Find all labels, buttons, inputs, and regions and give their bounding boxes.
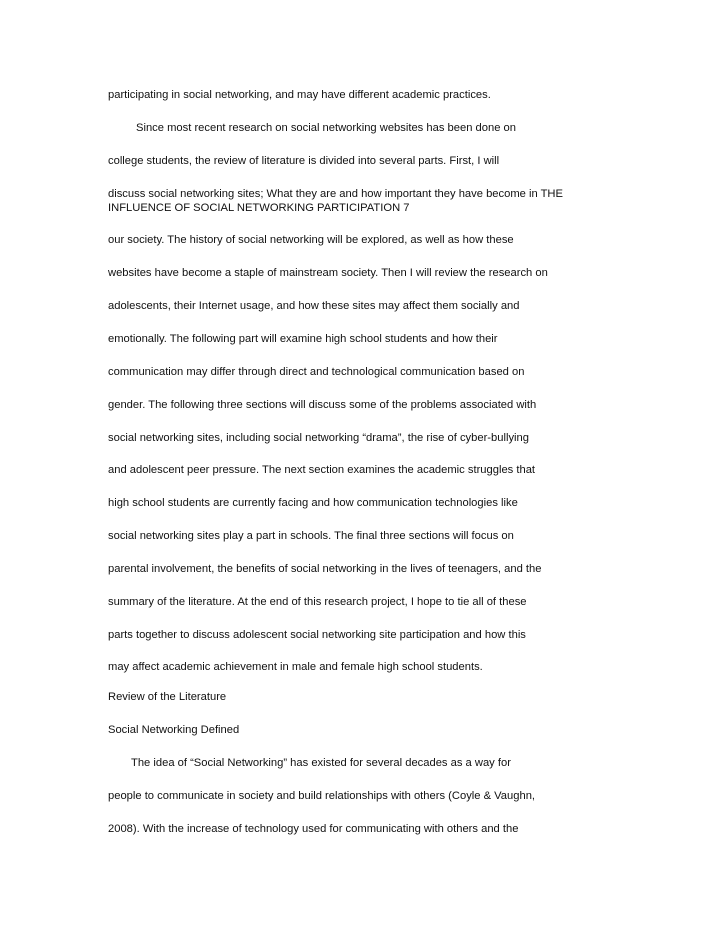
body-line: gender. The following three sections will discuss some of the problems associated with — [108, 399, 537, 411]
body-line: people to communicate in society and build relationships with others (Coyle & Vaughn, — [108, 790, 536, 802]
subsection-heading: Social Networking Defined — [108, 724, 240, 736]
body-line: social networking sites, including social networking “drama”, the rise of cyber-bullying — [108, 432, 529, 444]
body-line: and adolescent peer pressure. The next section examines the academic struggles that — [108, 464, 536, 476]
section-heading: Review of the Literature — [108, 691, 227, 703]
body-line: high school students are currently facing and how communication technologies like — [108, 497, 518, 509]
body-line: websites have become a staple of mainstream society. Then I will review the research on — [108, 267, 548, 279]
body-line: The idea of “Social Networking” has existed for several decades as a way for — [131, 757, 511, 769]
body-line: Since most recent research on social networking websites has been done on — [136, 122, 516, 134]
body-line: college students, the review of literature is divided into several parts. First, I will — [108, 155, 500, 167]
body-line: parts together to discuss adolescent social networking site participation and how this — [108, 629, 526, 641]
body-line: summary of the literature. At the end of this research project, I hope to tie all of these — [108, 596, 527, 608]
body-line: adolescents, their Internet usage, and how these sites may affect them socially and — [108, 300, 520, 312]
body-line: participating in social networking, and may have different academic practices. — [108, 89, 491, 101]
body-line: may affect academic achievement in male and female high school students. — [108, 661, 483, 673]
body-line: emotionally. The following part will examine high school students and how their — [108, 333, 498, 345]
body-line: 2008). With the increase of technology used for communicating with others and the — [108, 823, 519, 835]
body-line: parental involvement, the benefits of social networking in the lives of teenagers, and the — [108, 563, 542, 575]
running-header: INFLUENCE OF SOCIAL NETWORKING PARTICIPATION 7 — [108, 202, 410, 214]
body-line: discuss social networking sites; What they are and how important they have become in THE — [108, 188, 563, 200]
body-line: communication may differ through direct and technological communication based on — [108, 366, 525, 378]
body-line: social networking sites play a part in schools. The final three sections will focus on — [108, 530, 514, 542]
body-line: our society. The history of social networking will be explored, as well as how these — [108, 234, 514, 246]
